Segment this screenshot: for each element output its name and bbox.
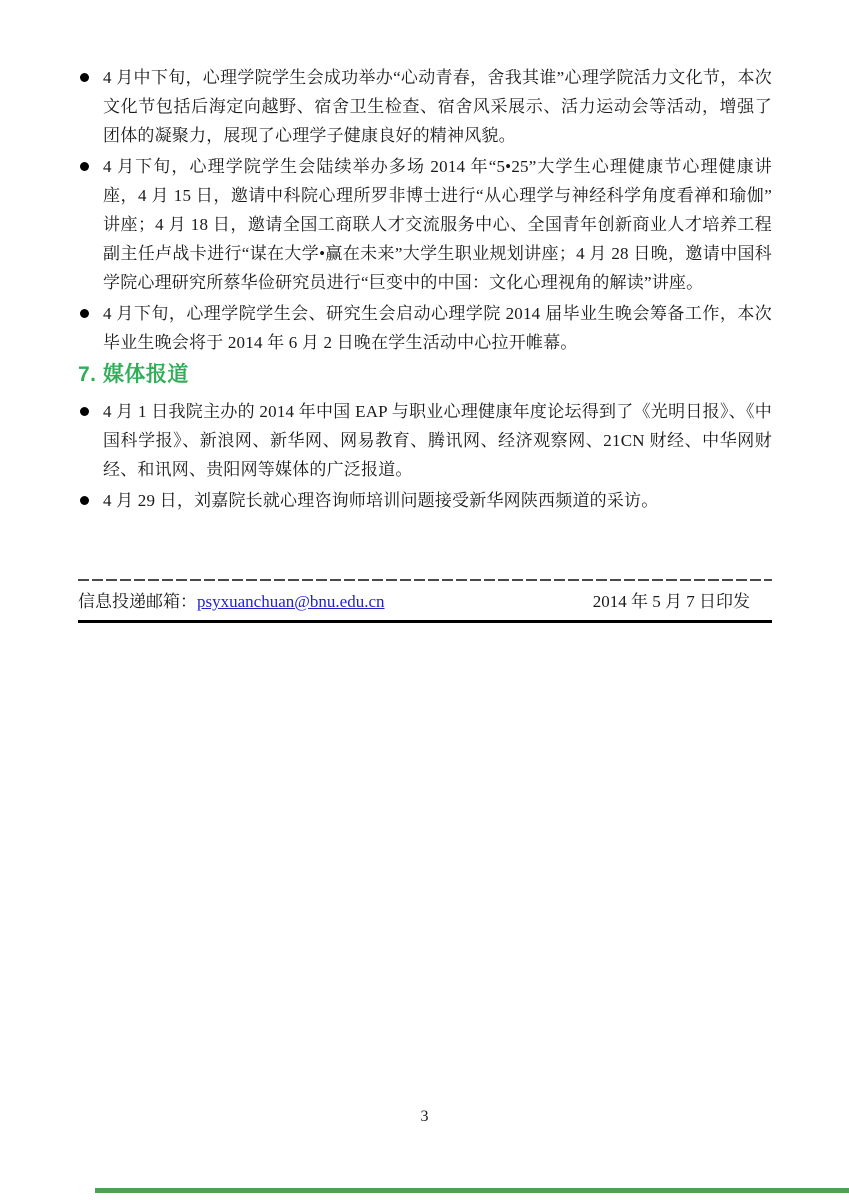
footer-divider-dashed (78, 579, 772, 581)
bullet-dot-icon (80, 407, 89, 416)
page-number: 3 (420, 1108, 429, 1125)
email-link[interactable]: psyxuanchuan@bnu.edu.cn (197, 592, 385, 611)
list-item (78, 486, 772, 515)
bottom-page-border (95, 1188, 849, 1193)
list-item-text: 4 月下旬，心理学院学生会陆续举办多场 2014 年“5•25”大学生心理健康节心理健康讲座，4 月 15 日，邀请中科院心理所罗非博士进行“从心理学与神经科学角度看禅和瑜伽”讲座；4 月 18 日，邀请全国工商联人才交流服务中心、全国青年创新商业人才培养工程副主任卢战卡进行“谋在大学•赢在未来”大学生职业规划讲座；4 月 28 日晚，邀请中国科学院心理研究所蔡华俭研究员进行“巨变中的中国：文化心理视角的解读”讲座。 (103, 157, 772, 292)
list-item (78, 63, 772, 150)
media-bullet-list (78, 397, 772, 515)
print-date: 2014 年 5 月 7 日印发 (592, 592, 750, 611)
bullet-dot-icon (80, 496, 89, 505)
list-item-text: 4 月 1 日我院主办的 2014 年中国 EAP 与职业心理健康年度论坛得到了《光明日报》、《中国科学报》、新浪网、新华网、网易教育、腾讯网、经济观察网、21CN 财经、中华网财经、和讯网、贵阳网等媒体的广泛报道。 (103, 402, 772, 479)
footer-rule (78, 620, 772, 623)
list-item-text: 4 月 29 日，刘嘉院长就心理咨询师培训问题接受新华网陕西频道的采访。 (103, 491, 659, 510)
bullet-dot-icon (80, 162, 89, 171)
list-item-text: 4 月下旬，心理学院学生会、研究生会启动心理学院 2014 届毕业生晚会筹备工作，本次毕业生晚会将于 2014 年 6 月 2 日晚在学生活动中心拉开帷幕。 (103, 304, 772, 352)
bullet-dot-icon (80, 73, 89, 82)
footer-email-line (78, 587, 385, 616)
list-item (78, 299, 772, 357)
footer (78, 579, 772, 623)
footer-email-label: 信息投递邮箱： (78, 592, 197, 611)
activities-bullet-list (78, 63, 772, 357)
footer-row (78, 587, 772, 616)
list-item-text: 4 月中下旬，心理学院学生会成功举办“心动青春，舍我其谁”心理学院活力文化节，本次文化节包括后海定向越野、宿舍卫生检查、宿舍风采展示、活力运动会等活动，增强了团体的凝聚力，展现了心理学子健康良好的精神风貌。 (103, 68, 772, 145)
list-item (78, 152, 772, 297)
bullet-dot-icon (80, 309, 89, 318)
section-heading-media: 7. 媒体报道 (78, 363, 189, 386)
list-item (78, 397, 772, 484)
